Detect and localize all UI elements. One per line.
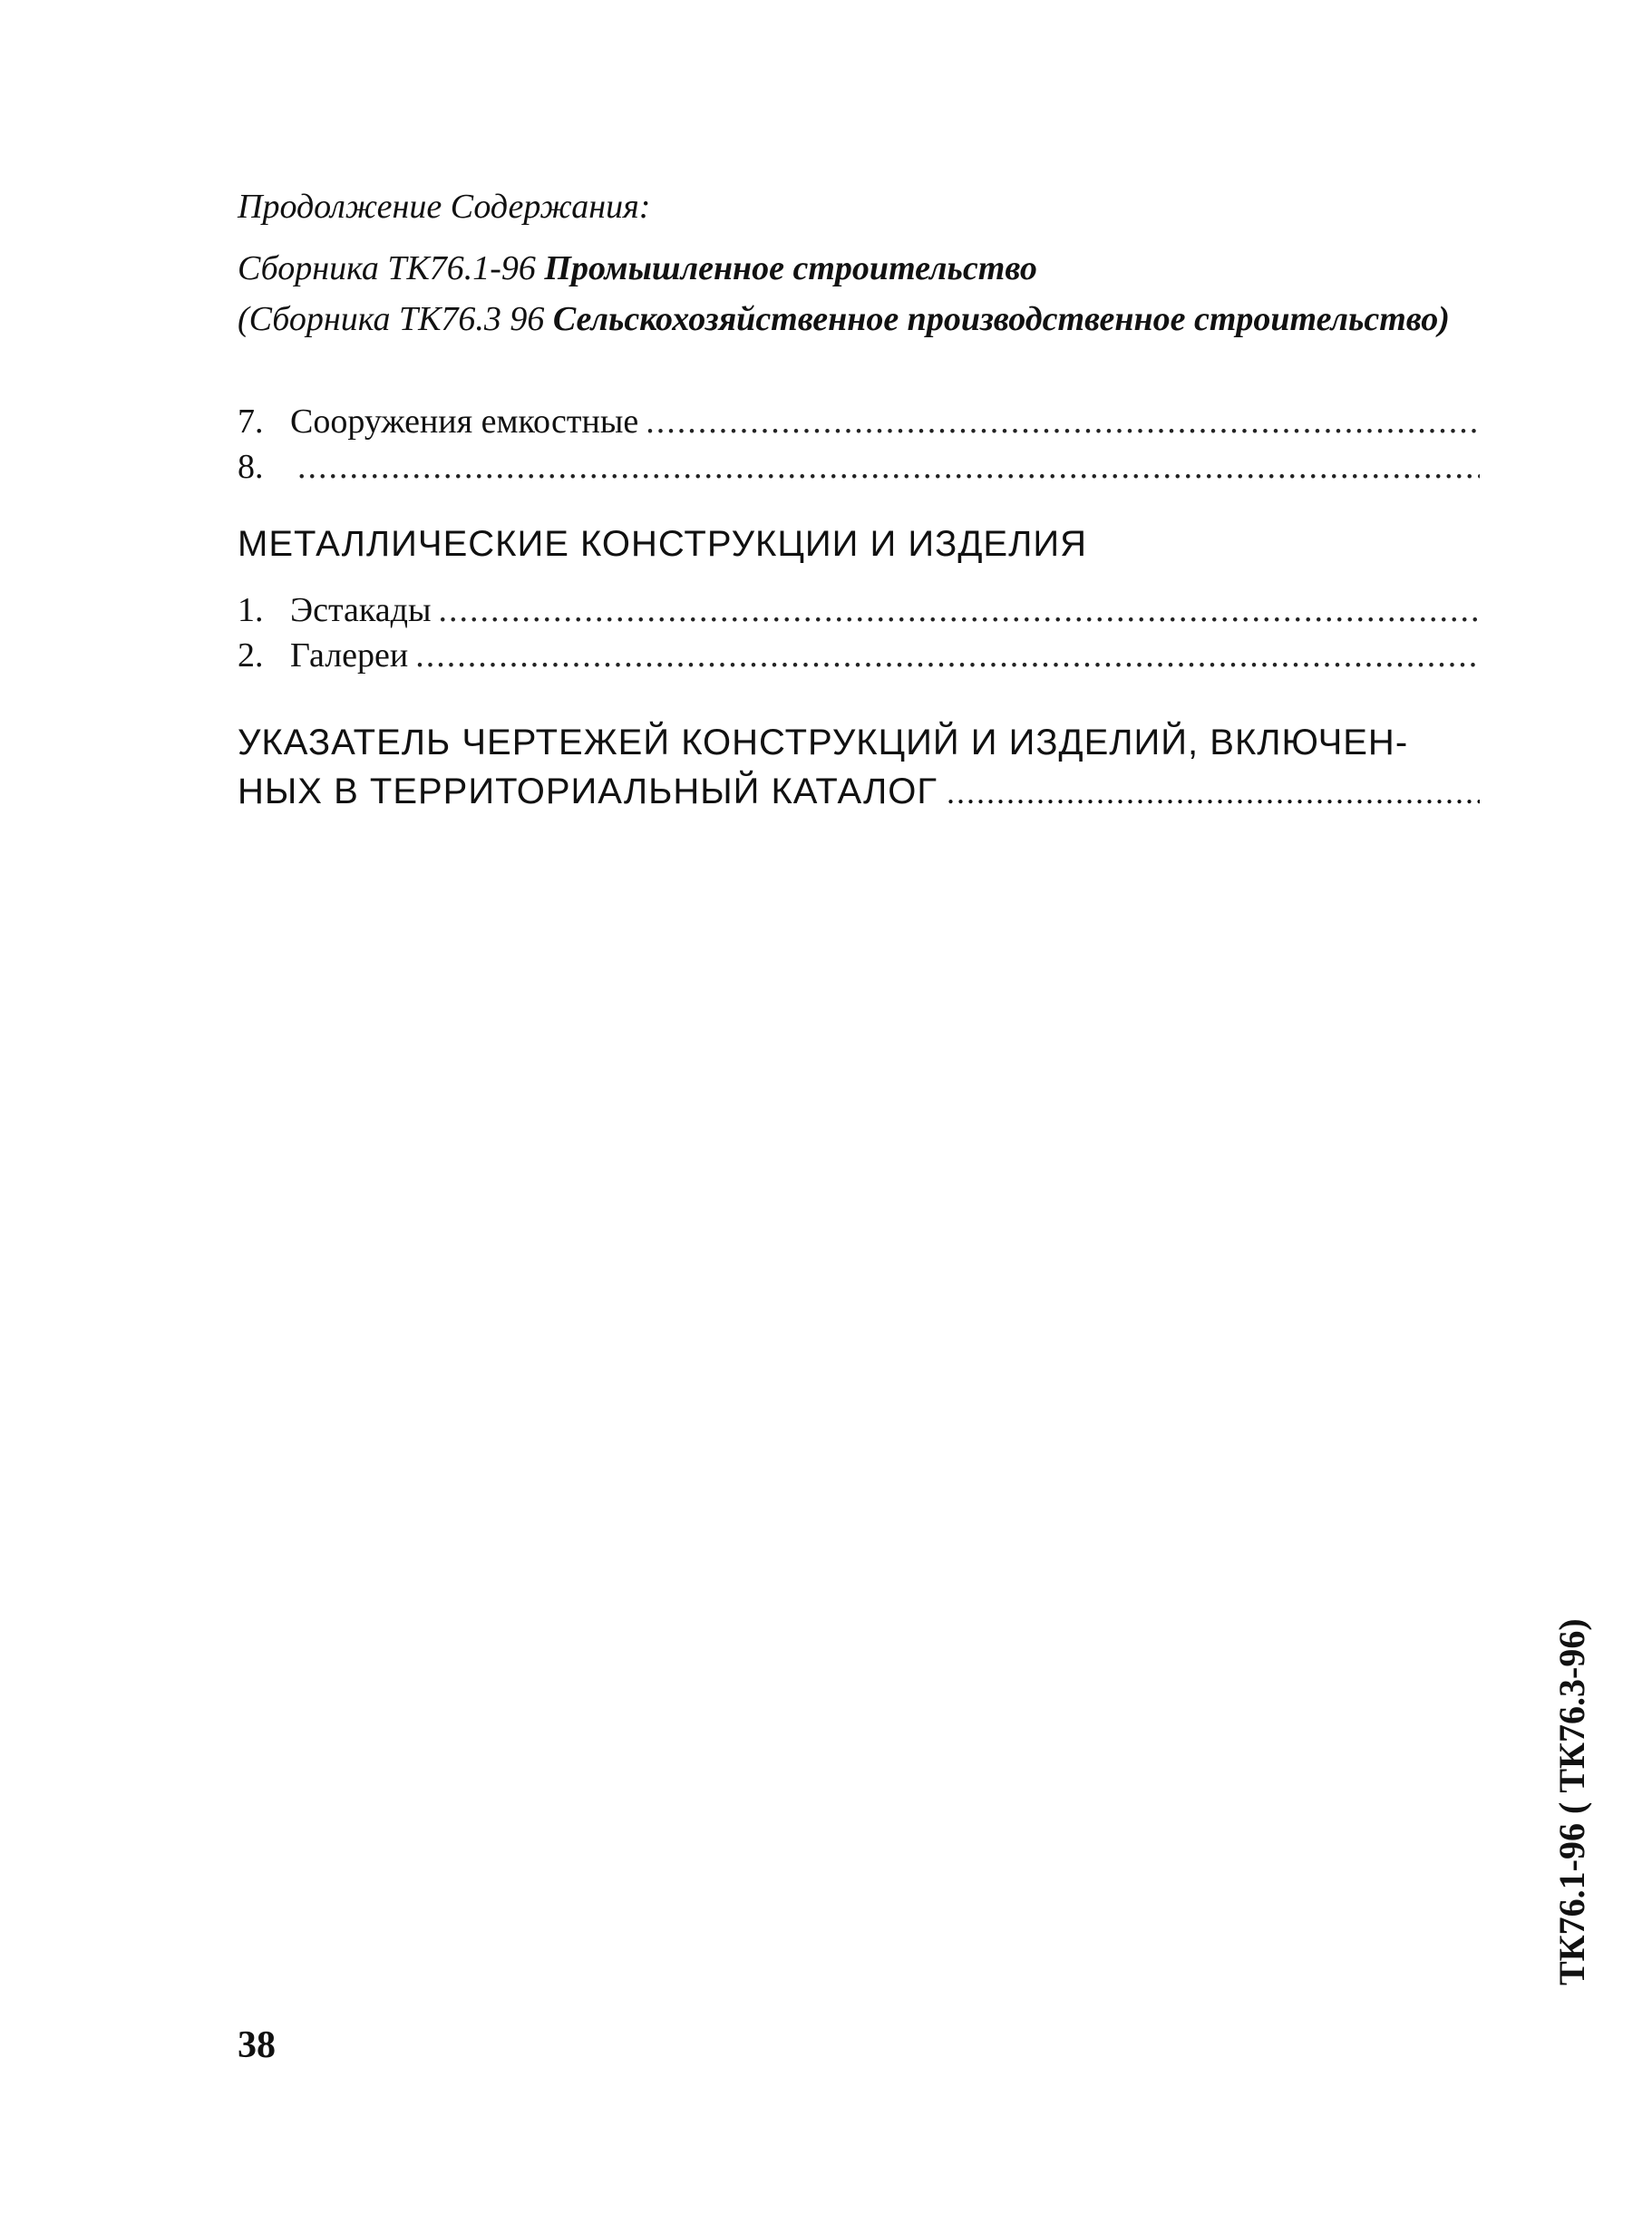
collection-title-1-prefix: Сборника ТК76.1-96 xyxy=(238,249,545,287)
toc-item xyxy=(238,587,1480,633)
page-number: 38 xyxy=(238,2024,276,2066)
toc-item-number: 1. xyxy=(238,591,264,629)
toc-leader-dots xyxy=(415,633,1480,678)
toc-item-label: Эстакады xyxy=(290,591,432,629)
toc-item-number: 7. xyxy=(238,403,264,441)
toc-item-number: 8. xyxy=(238,448,264,486)
toc-leader-dots xyxy=(947,768,1480,817)
toc-item-label: Галереи xyxy=(290,636,409,675)
toc-leader-dots xyxy=(439,587,1480,633)
toc-list-section1 xyxy=(238,399,1480,490)
collection-title-2-prefix: (Сборника ТК76.3 96 xyxy=(238,300,553,338)
toc-item xyxy=(238,633,1480,678)
contents-header xyxy=(238,181,1489,345)
index-heading-line2-label: НЫХ В ТЕРРИТОРИАЛЬНЫЙ КАТАЛОГ xyxy=(238,772,938,811)
toc-item xyxy=(238,444,1480,490)
toc-list-section2 xyxy=(238,587,1480,678)
toc-leader-dots xyxy=(646,399,1480,444)
continuation-label: Продолжение Содержания: xyxy=(238,188,651,226)
collection-title-2-name: Сельскохозяйственное производственное строительство) xyxy=(552,300,1450,338)
index-heading xyxy=(238,718,1480,817)
index-heading-line1: УКАЗАТЕЛЬ ЧЕРТЕЖЕЙ КОНСТРУКЦИЙ И ИЗДЕЛИЙ, ВКЛЮЧЕН- xyxy=(238,723,1409,762)
index-heading-line2 xyxy=(238,767,1480,817)
toc-leader-dots xyxy=(297,444,1480,490)
collection-title-2 xyxy=(238,294,1489,345)
collection-title-1-name: Промышленное строительство xyxy=(544,249,1037,287)
toc-item xyxy=(238,399,1480,444)
toc-item-number: 2. xyxy=(238,636,264,675)
document-code: ТК76.1-96 ( ТК76.3-96) xyxy=(1551,1618,1592,1985)
collection-title-1 xyxy=(238,243,1489,294)
toc-item-label: Сооружения емкостные xyxy=(290,403,639,441)
section-heading-metal: МЕТАЛЛИЧЕСКИЕ КОНСТРУКЦИИ И ИЗДЕЛИЯ xyxy=(238,524,1087,564)
